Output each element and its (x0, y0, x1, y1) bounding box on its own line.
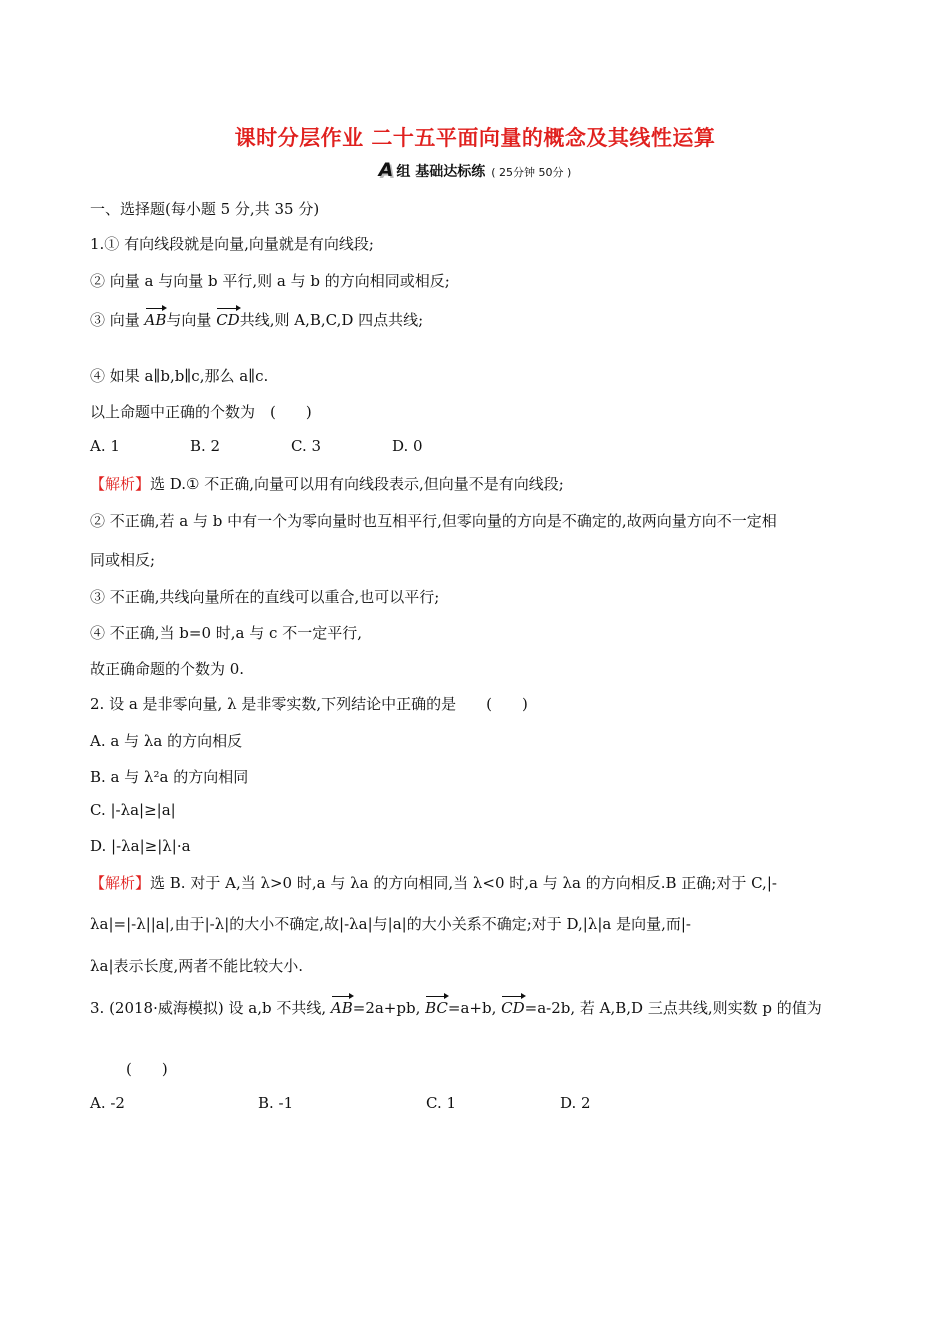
q1-stem-3-post: 共线,则 A,B,C,D 四点共线; (239, 311, 424, 329)
group-letter: A (378, 159, 394, 181)
q3-option-b: B. -1 (258, 1094, 294, 1112)
q1-stem-2: ② 向量 a 与向量 b 平行,则 a 与 b 的方向相同或相反; (90, 272, 450, 290)
q1-option-b: B. 2 (190, 437, 221, 455)
q2-option-c: C. |-λa|≥|a| (90, 801, 176, 819)
q2-option-b: B. a 与 λ²a 的方向相同 (90, 768, 249, 786)
group-time: ( 25分钟 50分 ) (491, 166, 572, 179)
q3-stem-pre: 3. (2018·威海模拟) 设 a,b 不共线, (90, 999, 331, 1017)
q1-stem-4: ④ 如果 a∥b,b∥c,那么 a∥c. (90, 367, 269, 385)
vector-ab: AB (330, 999, 353, 1017)
analysis-tag: 【解析】 (90, 475, 151, 493)
q1-analysis-1 (90, 473, 564, 494)
q1-stem-3 (90, 309, 423, 330)
q3-eq-2: =a+b, (447, 999, 502, 1017)
q3-stem (90, 997, 822, 1018)
q1-option-d: D. 0 (392, 437, 423, 455)
q1-stem-3-mid: 与向量 (166, 311, 217, 329)
q1-analysis-2: ② 不正确,若 a 与 b 中有一个为零向量时也互相平行,但零向量的方向是不确定的,故两向量方向不一定相 (90, 512, 777, 530)
q2-option-a: A. a 与 λa 的方向相反 (90, 732, 243, 750)
q1-stem-1: 1.① 有向线段就是向量,向量就是有向线段; (90, 235, 374, 253)
section-heading: 一、选择题(每小题 5 分,共 35 分) (90, 200, 320, 218)
q2-analysis-1-text: 选 B. 对于 A,当 λ>0 时,a 与 λa 的方向相同,当 λ<0 时,a 与 λa 的方向相反.B 正确;对于 C,|- (150, 874, 777, 892)
q3-option-d: D. 2 (560, 1094, 591, 1112)
q2-option-d: D. |-λa|≥|λ|·a (90, 837, 191, 855)
q3-answer-paren: ( ) (126, 1060, 168, 1078)
q2-analysis-3: λa|表示长度,两者不能比较大小. (90, 957, 304, 975)
q1-stem-3-pre: ③ 向量 (90, 311, 145, 329)
group-banner (0, 159, 950, 181)
q3-option-c: C. 1 (426, 1094, 457, 1112)
vector-cd: CD (501, 999, 525, 1017)
vector-cd: CD (216, 311, 240, 329)
q1-analysis-3: 同或相反; (90, 551, 156, 569)
q1-analysis-6: 故正确命题的个数为 0. (90, 660, 245, 678)
q3-eq-3: =a-2b, 若 A,B,D 三点共线,则实数 p 的值为 (524, 999, 822, 1017)
analysis-tag: 【解析】 (90, 874, 151, 892)
page-title: 课时分层作业 二十五平面向量的概念及其线性运算 (234, 126, 716, 150)
q3-eq-1: =2a+pb, (352, 999, 426, 1017)
q1-option-c: C. 3 (291, 437, 322, 455)
q1-analysis-1-text: 选 D.① 不正确,向量可以用有向线段表示,但向量不是有向线段; (150, 475, 564, 493)
q1-analysis-4: ③ 不正确,共线向量所在的直线可以重合,也可以平行; (90, 588, 440, 606)
q1-option-a: A. 1 (90, 437, 120, 455)
q3-option-a: A. -2 (90, 1094, 125, 1112)
group-label: 组 基础达标练 (396, 164, 486, 180)
q1-analysis-5: ④ 不正确,当 b=0 时,a 与 c 不一定平行, (90, 624, 362, 642)
vector-ab: AB (144, 311, 167, 329)
q2-stem: 2. 设 a 是非零向量, λ 是非零实数,下列结论中正确的是 ( ) (90, 695, 528, 713)
q1-stem-5: 以上命题中正确的个数为 ( ) (90, 403, 312, 421)
q2-analysis-1 (90, 872, 777, 893)
vector-bc: BC (425, 999, 448, 1017)
q2-analysis-2: λa|=|-λ||a|,由于|-λ|的大小不确定,故|-λa|与|a|的大小关系不确定;对于 D,|λ|a 是向量,而|- (90, 915, 691, 933)
